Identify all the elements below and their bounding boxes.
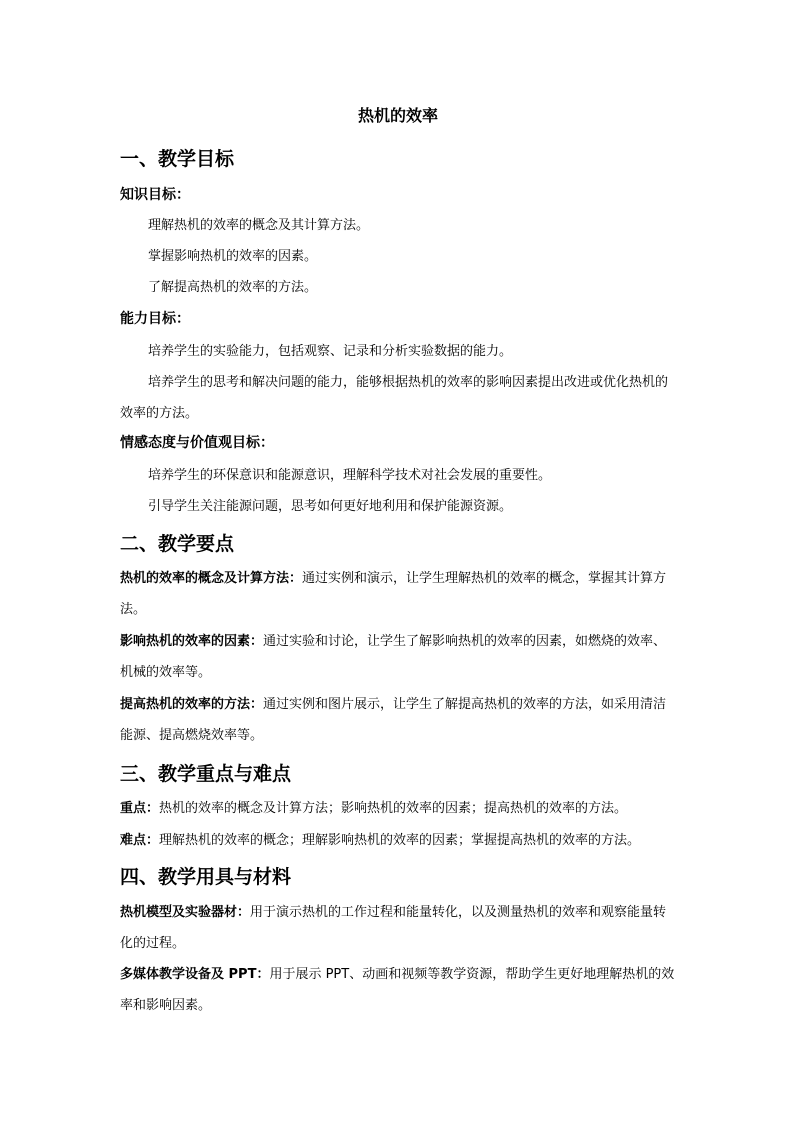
emotion-item: 引导学生关注能源问题，思考如何更好地利用和保护能源资源。 [148,499,513,514]
section-heading-materials: 四、教学用具与材料 [120,866,292,888]
ability-item: 培养学生的实验能力，包括观察、记录和分析实验数据的能力。 [148,344,513,359]
ability-item: 培养学生的思考和解决问题的能力，能够根据热机的效率的影响因素提出改进或优化热机的效率的方法。 [120,375,669,421]
material-paragraph [120,897,676,959]
material-paragraph [120,959,676,1021]
key-point-label: 提高热机的效率的方法： [120,697,264,712]
key-point-paragraph [120,626,676,688]
key-point-text: 通过实例和演示，让学生理解热机的效率的概念，掌握其计算方法。 [120,571,667,617]
section-heading-objectives: 一、教学目标 [120,148,235,170]
focus-label: 重点： [120,801,160,816]
material-label: 热机模型及实验器材： [120,905,251,920]
difficulty-text: 理解热机的效率的概念；理解影响热机的效率的因素；掌握提高热机的效率的方法。 [159,833,641,848]
key-point-paragraph [120,563,676,625]
key-point-paragraph [120,689,676,751]
emotion-objectives-label: 情感态度与价值观目标： [120,435,274,451]
knowledge-item: 掌握影响热机的效率的因素。 [148,249,318,264]
section-heading-focus-difficulty: 三、教学重点与难点 [120,763,292,785]
knowledge-item: 了解提高热机的效率的方法。 [148,280,318,295]
focus-text: 热机的效率的概念及计算方法；影响热机的效率的因素；提高热机的效率的方法。 [159,801,628,816]
section-heading-key-points: 二、教学要点 [120,533,235,555]
document-title: 热机的效率 [357,106,438,125]
material-text: 用于展示 PPT、动画和视频等教学资源，帮助学生更好地理解热机的效率和影响因素。 [120,967,675,1013]
key-point-label: 影响热机的效率的因素： [120,634,264,649]
knowledge-item: 理解热机的效率的概念及其计算方法。 [148,218,370,233]
material-label: 多媒体教学设备及 PPT： [120,967,270,982]
difficulty-paragraph [120,825,676,856]
focus-paragraph [120,793,676,824]
emotion-item: 培养学生的环保意识和能源意识，理解科学技术对社会发展的重要性。 [148,468,552,483]
key-point-label: 热机的效率的概念及计算方法： [120,571,303,586]
material-text: 用于演示热机的工作过程和能量转化，以及测量热机的效率和观察能量转化的过程。 [120,905,667,951]
difficulty-label: 难点： [120,833,160,848]
key-point-text: 通过实验和讨论，让学生了解影响热机的效率的因素，如燃烧的效率、机械的效率等。 [120,634,667,680]
key-point-text: 通过实例和图片展示，让学生了解提高热机的效率的方法，如采用清洁能源、提高燃烧效率等。 [120,697,667,743]
ability-objectives-label: 能力目标： [120,311,190,327]
knowledge-objectives-label: 知识目标： [120,187,190,203]
